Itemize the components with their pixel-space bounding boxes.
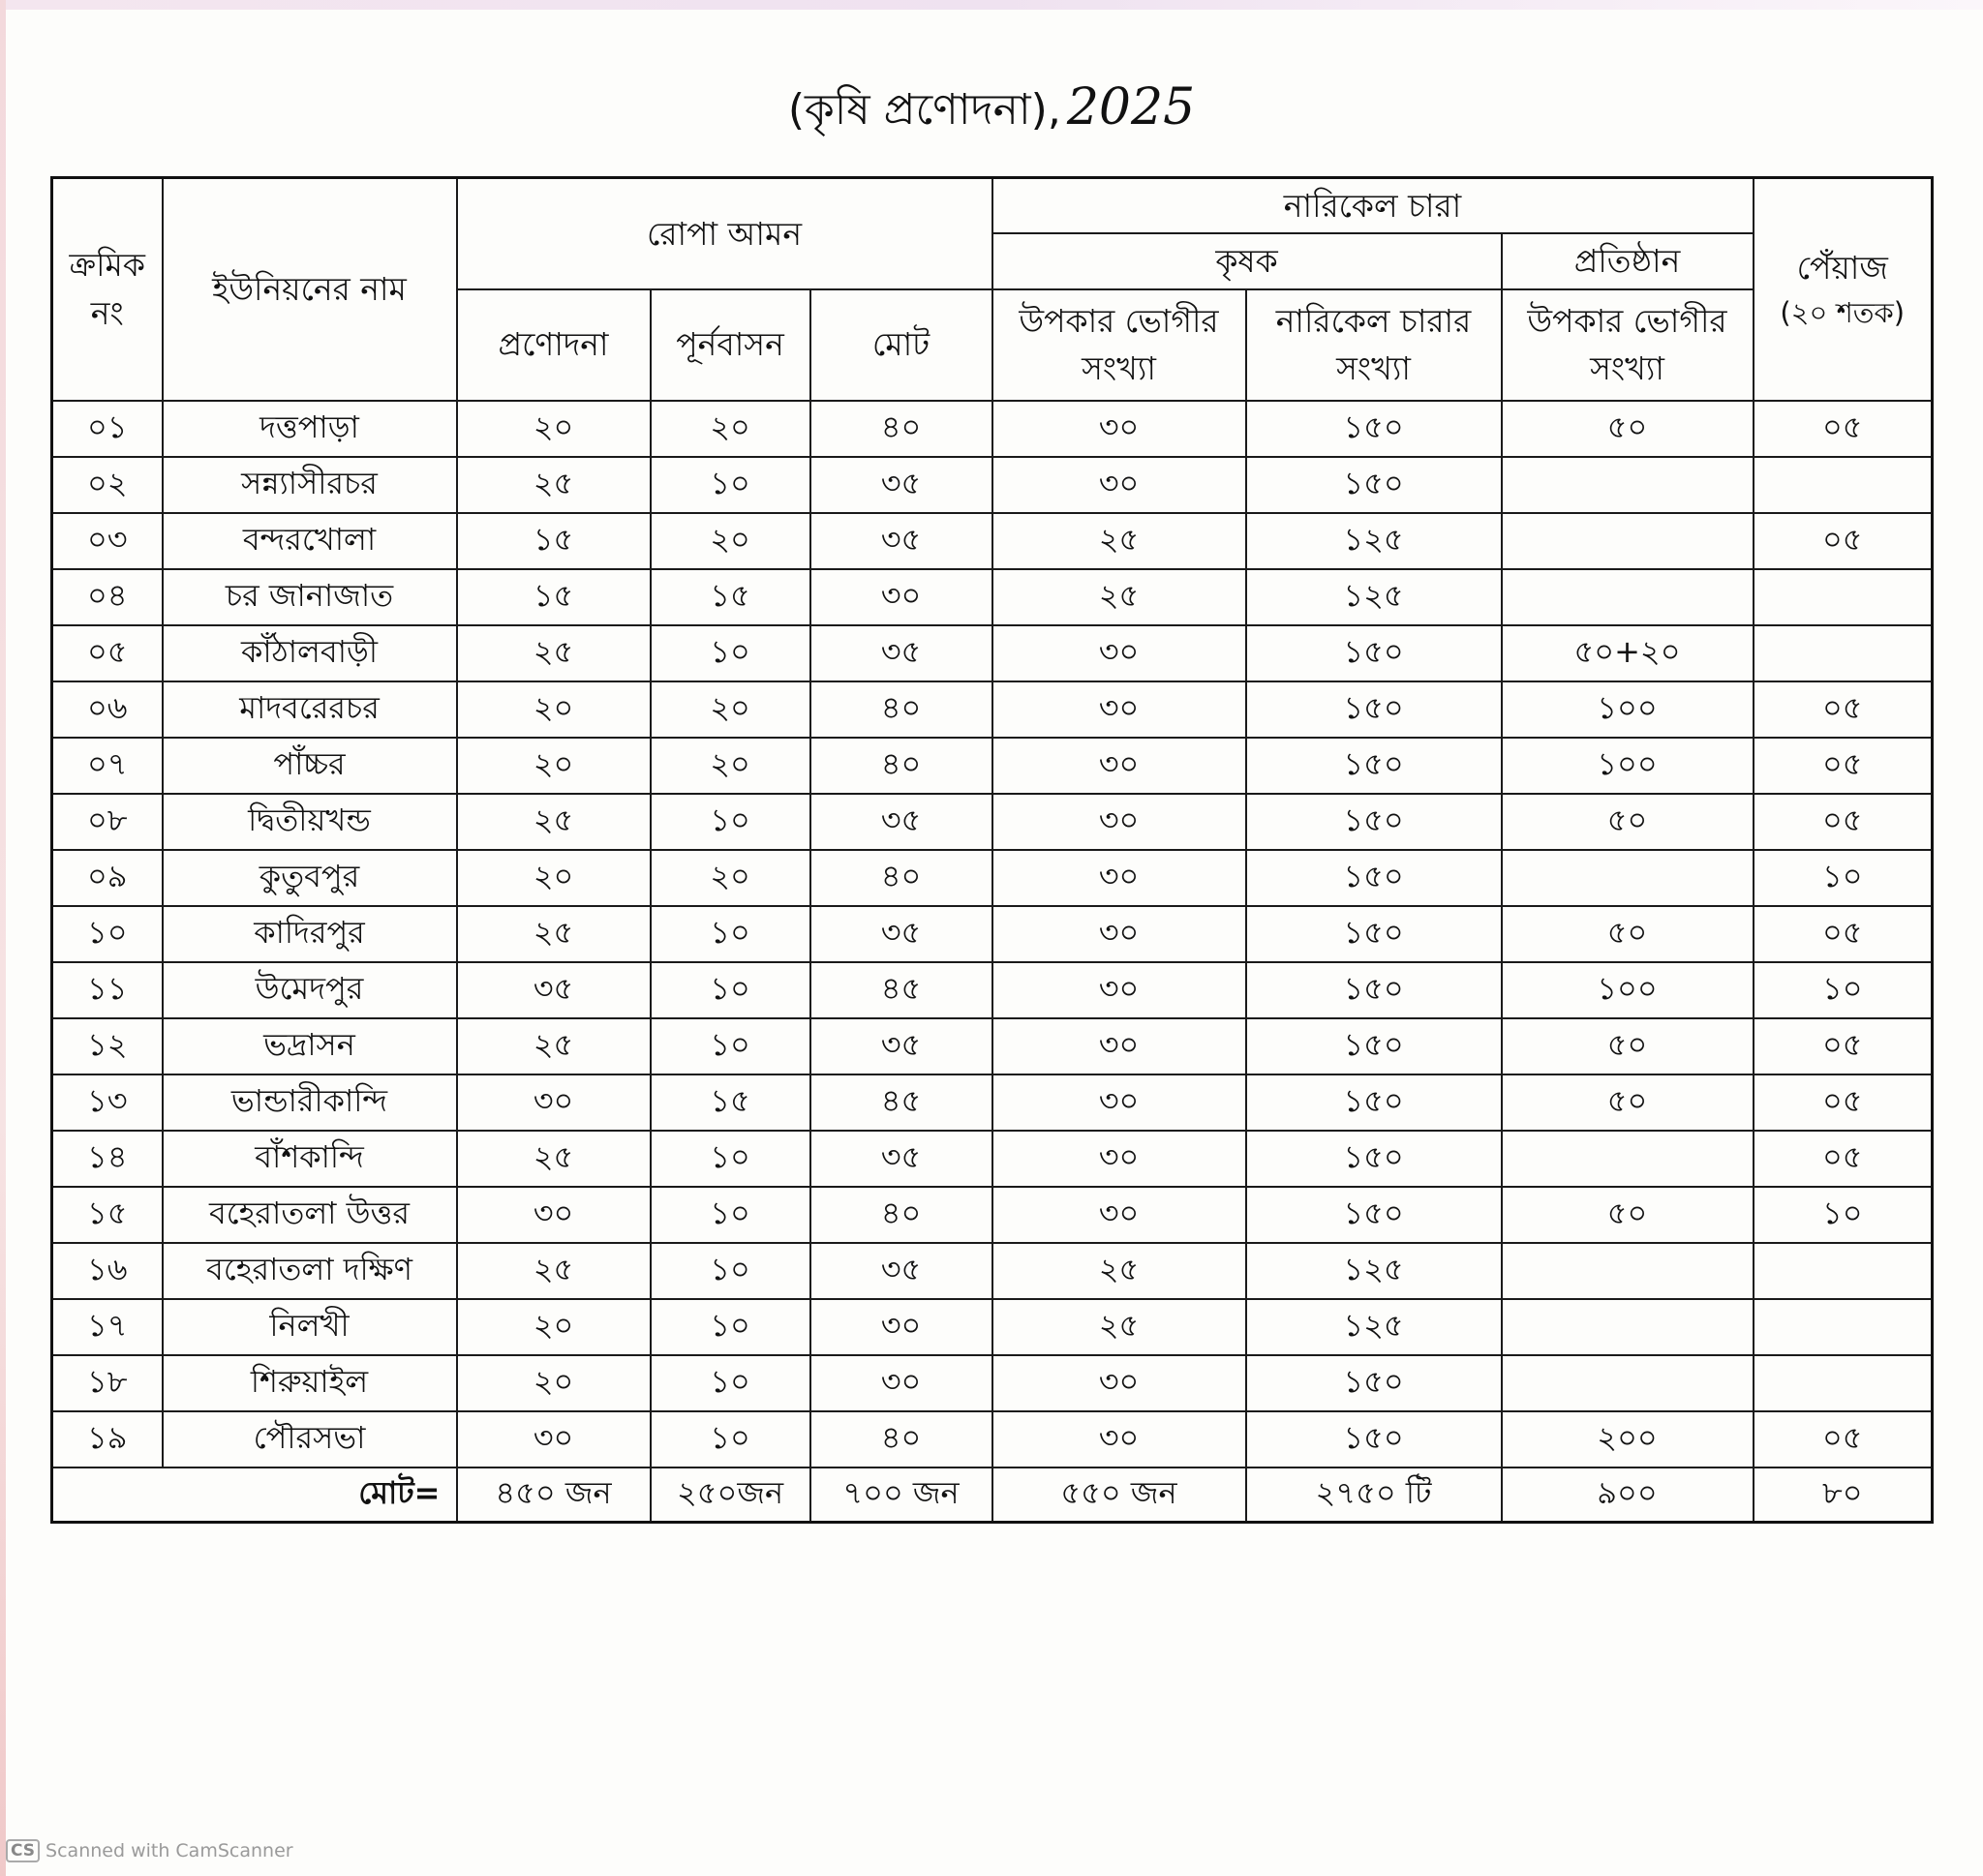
cell-ropa-mot: ৩০ [810, 569, 992, 625]
cell-ropa-pronodona: ২৫ [457, 1018, 651, 1074]
cell-krishok-seedlings: ১৫০ [1246, 1187, 1502, 1243]
header-krishok: কৃষক [992, 233, 1502, 289]
totals-row [52, 1468, 1933, 1523]
peyaj-label: পেঁয়াজ [1796, 249, 1888, 287]
cell-peyaj: ০৫ [1754, 513, 1933, 569]
cell-union-name: ভান্ডারীকান্দি [163, 1074, 457, 1131]
cell-krishok-seedlings: ১৫০ [1246, 401, 1502, 457]
cell-union-name: পৌরসভা [163, 1411, 457, 1468]
cell-protishthan-beneficiaries: ৫০ [1502, 1074, 1754, 1131]
cell-ropa-mot: ৩০ [810, 1299, 992, 1355]
cell-serial: ১৪ [52, 1131, 163, 1187]
cell-serial: ০৫ [52, 625, 163, 681]
cell-protishthan-beneficiaries [1502, 1299, 1754, 1355]
cell-serial: ০৮ [52, 794, 163, 850]
cell-ropa-mot: ৪০ [810, 1187, 992, 1243]
cell-ropa-punorbason: ১০ [651, 625, 810, 681]
total-krishok-seedlings: ২৭৫০ টি [1246, 1468, 1502, 1523]
cell-peyaj [1754, 625, 1933, 681]
cell-ropa-mot: ৪৫ [810, 1074, 992, 1131]
table-row [52, 850, 1933, 906]
cell-union-name: বন্দরখোলা [163, 513, 457, 569]
scan-edge-left [0, 0, 6, 1876]
cell-union-name: বহেরাতলা উত্তর [163, 1187, 457, 1243]
cell-protishthan-beneficiaries: ১০০ [1502, 962, 1754, 1018]
total-protishthan-beneficiaries: ৯০০ [1502, 1468, 1754, 1523]
cell-ropa-pronodona: ২০ [457, 738, 651, 794]
cell-ropa-punorbason: ১০ [651, 457, 810, 513]
cell-serial: ১৩ [52, 1074, 163, 1131]
cell-ropa-pronodona: ২৫ [457, 457, 651, 513]
cell-peyaj [1754, 1355, 1933, 1411]
cell-krishok-beneficiaries: ৩০ [992, 962, 1246, 1018]
cell-krishok-seedlings: ১৫০ [1246, 1074, 1502, 1131]
cell-serial: ১১ [52, 962, 163, 1018]
cell-ropa-pronodona: ২৫ [457, 906, 651, 962]
table-row [52, 962, 1933, 1018]
cell-peyaj: ০৫ [1754, 794, 1933, 850]
cell-ropa-mot: ৩৫ [810, 1018, 992, 1074]
header-krishok-beneficiaries: উপকার ভোগীর সংখ্যা [992, 289, 1246, 401]
cell-krishok-beneficiaries: ৩০ [992, 681, 1246, 738]
header-protishthan: প্রতিষ্ঠান [1502, 233, 1754, 289]
cell-serial: ১৭ [52, 1299, 163, 1355]
table-row [52, 794, 1933, 850]
cell-ropa-mot: ৪০ [810, 401, 992, 457]
header-ropa-mot: মোট [810, 289, 992, 401]
peyaj-unit: (২০ শতক) [1780, 295, 1906, 329]
cell-krishok-beneficiaries: ৩০ [992, 850, 1246, 906]
cell-peyaj [1754, 1299, 1933, 1355]
cell-serial: ০৬ [52, 681, 163, 738]
cell-serial: ১৫ [52, 1187, 163, 1243]
cell-krishok-beneficiaries: ৩০ [992, 1411, 1246, 1468]
cell-union-name: বাঁশকান্দি [163, 1131, 457, 1187]
cell-krishok-seedlings: ১৫০ [1246, 1018, 1502, 1074]
cell-protishthan-beneficiaries: ৫০ [1502, 1018, 1754, 1074]
cell-protishthan-beneficiaries: ৫০ [1502, 906, 1754, 962]
cell-krishok-beneficiaries: ৩০ [992, 401, 1246, 457]
title-text: (কৃষি প্রণোদনা), [787, 85, 1061, 135]
cell-peyaj: ১০ [1754, 962, 1933, 1018]
cell-ropa-mot: ৩৫ [810, 1131, 992, 1187]
cell-krishok-seedlings: ১৫০ [1246, 906, 1502, 962]
cell-protishthan-beneficiaries: ৫০+২০ [1502, 625, 1754, 681]
cell-ropa-punorbason: ১০ [651, 1243, 810, 1299]
cell-ropa-mot: ৩৫ [810, 457, 992, 513]
cell-krishok-seedlings: ১৫০ [1246, 850, 1502, 906]
header-narikel-chara: নারিকেল চারা [992, 178, 1754, 233]
table-row [52, 1411, 1933, 1468]
document-title [0, 77, 1983, 148]
cell-serial: ১৯ [52, 1411, 163, 1468]
cell-ropa-pronodona: ১৫ [457, 513, 651, 569]
cell-protishthan-beneficiaries [1502, 850, 1754, 906]
cell-serial: ১০ [52, 906, 163, 962]
cell-ropa-pronodona: ২০ [457, 1355, 651, 1411]
cell-union-name: ভদ্রাসন [163, 1018, 457, 1074]
cell-ropa-pronodona: ২৫ [457, 1243, 651, 1299]
cell-ropa-punorbason: ২০ [651, 738, 810, 794]
cell-union-name: চর জানাজাত [163, 569, 457, 625]
cell-union-name: শিরুয়াইল [163, 1355, 457, 1411]
cell-ropa-pronodona: ২০ [457, 401, 651, 457]
cell-ropa-pronodona: ৩৫ [457, 962, 651, 1018]
cell-protishthan-beneficiaries [1502, 1355, 1754, 1411]
cell-ropa-punorbason: ২০ [651, 850, 810, 906]
cell-krishok-beneficiaries: ৩০ [992, 1018, 1246, 1074]
cell-serial: ০৭ [52, 738, 163, 794]
cell-krishok-seedlings: ১২৫ [1246, 569, 1502, 625]
table-row [52, 401, 1933, 457]
cell-krishok-beneficiaries: ৩০ [992, 738, 1246, 794]
cell-ropa-mot: ৩৫ [810, 794, 992, 850]
cell-union-name: দ্বিতীয়খন্ড [163, 794, 457, 850]
cell-peyaj [1754, 569, 1933, 625]
cell-krishok-seedlings: ১৫০ [1246, 738, 1502, 794]
cell-ropa-pronodona: ৩০ [457, 1411, 651, 1468]
cell-ropa-pronodona: ১৫ [457, 569, 651, 625]
total-ropa-punorbason: ২৫০জন [651, 1468, 810, 1523]
cell-krishok-beneficiaries: ২৫ [992, 569, 1246, 625]
header-union-name: ইউনিয়নের নাম [163, 178, 457, 401]
cell-krishok-beneficiaries: ২৫ [992, 1299, 1246, 1355]
cell-peyaj: ০৫ [1754, 1131, 1933, 1187]
cell-union-name: উমেদপুর [163, 962, 457, 1018]
cell-krishok-beneficiaries: ২৫ [992, 513, 1246, 569]
cell-union-name: কাদিরপুর [163, 906, 457, 962]
cell-union-name: বহেরাতলা দক্ষিণ [163, 1243, 457, 1299]
cell-ropa-pronodona: ২৫ [457, 1131, 651, 1187]
cell-krishok-seedlings: ১৫০ [1246, 1411, 1502, 1468]
cell-krishok-beneficiaries: ২৫ [992, 1243, 1246, 1299]
table-row [52, 1018, 1933, 1074]
cell-protishthan-beneficiaries [1502, 569, 1754, 625]
cell-peyaj: ০৫ [1754, 738, 1933, 794]
cell-peyaj: ০৫ [1754, 906, 1933, 962]
cell-protishthan-beneficiaries [1502, 1243, 1754, 1299]
cell-ropa-punorbason: ১০ [651, 962, 810, 1018]
table-row [52, 1299, 1933, 1355]
cell-serial: ১৬ [52, 1243, 163, 1299]
table-row [52, 738, 1933, 794]
cell-ropa-pronodona: ৩০ [457, 1187, 651, 1243]
header-ropa-aman: রোপা আমন [457, 178, 992, 289]
watermark-text: Scanned with CamScanner [46, 1840, 293, 1861]
cell-krishok-seedlings: ১৫০ [1246, 457, 1502, 513]
cell-peyaj: ০৫ [1754, 681, 1933, 738]
header-protishthan-beneficiaries: উপকার ভোগীর সংখ্যা [1502, 289, 1754, 401]
camscanner-logo: CS [6, 1839, 40, 1862]
cell-ropa-mot: ৪০ [810, 1411, 992, 1468]
cell-union-name: পাঁচ্চর [163, 738, 457, 794]
cell-union-name: কাঁঠালবাড়ী [163, 625, 457, 681]
cell-protishthan-beneficiaries: ৫০ [1502, 1187, 1754, 1243]
cell-ropa-punorbason: ১০ [651, 1355, 810, 1411]
table-row [52, 625, 1933, 681]
cell-serial: ০৯ [52, 850, 163, 906]
cell-ropa-punorbason: ১০ [651, 1018, 810, 1074]
cell-krishok-seedlings: ১৫০ [1246, 1131, 1502, 1187]
cell-peyaj [1754, 1243, 1933, 1299]
cell-protishthan-beneficiaries [1502, 513, 1754, 569]
cell-protishthan-beneficiaries: ১০০ [1502, 738, 1754, 794]
cell-ropa-pronodona: ২৫ [457, 794, 651, 850]
cell-serial: ০৪ [52, 569, 163, 625]
table-row [52, 1243, 1933, 1299]
cell-krishok-seedlings: ১২৫ [1246, 1243, 1502, 1299]
cell-krishok-beneficiaries: ৩০ [992, 1074, 1246, 1131]
cell-union-name: মাদবরেরচর [163, 681, 457, 738]
cell-protishthan-beneficiaries [1502, 1131, 1754, 1187]
cell-ropa-mot: ৪৫ [810, 962, 992, 1018]
agri-incentive-table [50, 176, 1934, 1524]
cell-ropa-mot: ৩৫ [810, 906, 992, 962]
cell-ropa-mot: ৩৫ [810, 1243, 992, 1299]
cell-serial: ০২ [52, 457, 163, 513]
scanner-watermark [6, 1839, 293, 1862]
cell-krishok-beneficiaries: ৩০ [992, 457, 1246, 513]
cell-union-name: দত্তপাড়া [163, 401, 457, 457]
cell-krishok-seedlings: ১৫০ [1246, 962, 1502, 1018]
cell-krishok-seedlings: ১২৫ [1246, 1299, 1502, 1355]
cell-ropa-pronodona: ২০ [457, 1299, 651, 1355]
cell-union-name: নিলখী [163, 1299, 457, 1355]
cell-ropa-punorbason: ১০ [651, 1299, 810, 1355]
table-row [52, 681, 1933, 738]
cell-krishok-beneficiaries: ৩০ [992, 1131, 1246, 1187]
cell-protishthan-beneficiaries: ২০০ [1502, 1411, 1754, 1468]
cell-ropa-pronodona: ২৫ [457, 625, 651, 681]
table-row [52, 1074, 1933, 1131]
total-peyaj: ৮০ [1754, 1468, 1933, 1523]
header-ropa-punorbason: পূর্নবাসন [651, 289, 810, 401]
cell-peyaj [1754, 457, 1933, 513]
scan-edge-top [0, 0, 1983, 10]
cell-serial: ০১ [52, 401, 163, 457]
header-krishok-seedlings: নারিকেল চারার সংখ্যা [1246, 289, 1502, 401]
table-body [52, 401, 1933, 1468]
table-row [52, 1187, 1933, 1243]
total-krishok-beneficiaries: ৫৫০ জন [992, 1468, 1246, 1523]
cell-ropa-mot: ৩৫ [810, 625, 992, 681]
cell-protishthan-beneficiaries [1502, 457, 1754, 513]
cell-peyaj: ০৫ [1754, 1074, 1933, 1131]
cell-ropa-mot: ৩০ [810, 1355, 992, 1411]
table-row [52, 513, 1933, 569]
cell-ropa-mot: ৪০ [810, 681, 992, 738]
cell-protishthan-beneficiaries: ৫০ [1502, 401, 1754, 457]
cell-ropa-punorbason: ১০ [651, 1131, 810, 1187]
cell-ropa-punorbason: ১৫ [651, 569, 810, 625]
cell-peyaj: ০৫ [1754, 1411, 1933, 1468]
cell-ropa-pronodona: ২০ [457, 850, 651, 906]
cell-serial: ০৩ [52, 513, 163, 569]
cell-krishok-seedlings: ১৫০ [1246, 681, 1502, 738]
table-row [52, 457, 1933, 513]
totals-label: মোট= [52, 1468, 457, 1523]
cell-ropa-mot: ৪০ [810, 850, 992, 906]
cell-ropa-punorbason: ১৫ [651, 1074, 810, 1131]
table-row [52, 906, 1933, 962]
cell-krishok-seedlings: ১২৫ [1246, 513, 1502, 569]
header-ropa-pronodona: প্রণোদনা [457, 289, 651, 401]
header-serial: ক্রমিক নং [52, 178, 163, 401]
cell-ropa-punorbason: ২০ [651, 681, 810, 738]
cell-protishthan-beneficiaries: ১০০ [1502, 681, 1754, 738]
cell-krishok-beneficiaries: ৩০ [992, 1355, 1246, 1411]
cell-union-name: সন্ন্যাসীরচর [163, 457, 457, 513]
cell-ropa-punorbason: ১০ [651, 794, 810, 850]
cell-krishok-beneficiaries: ৩০ [992, 794, 1246, 850]
cell-ropa-pronodona: ৩০ [457, 1074, 651, 1131]
total-ropa-pronodona: ৪৫০ জন [457, 1468, 651, 1523]
cell-krishok-seedlings: ১৫০ [1246, 794, 1502, 850]
cell-krishok-seedlings: ১৫০ [1246, 625, 1502, 681]
cell-serial: ১৮ [52, 1355, 163, 1411]
cell-krishok-beneficiaries: ৩০ [992, 1187, 1246, 1243]
cell-ropa-punorbason: ১০ [651, 1411, 810, 1468]
cell-ropa-punorbason: ২০ [651, 513, 810, 569]
cell-krishok-beneficiaries: ৩০ [992, 906, 1246, 962]
total-ropa-mot: ৭০০ জন [810, 1468, 992, 1523]
title-year: 2025 [1066, 78, 1196, 136]
table-row [52, 1131, 1933, 1187]
cell-union-name: কুতুবপুর [163, 850, 457, 906]
cell-ropa-pronodona: ২০ [457, 681, 651, 738]
cell-peyaj: ০৫ [1754, 401, 1933, 457]
table-row [52, 1355, 1933, 1411]
cell-krishok-beneficiaries: ৩০ [992, 625, 1246, 681]
cell-peyaj: ১০ [1754, 850, 1933, 906]
cell-serial: ১২ [52, 1018, 163, 1074]
cell-peyaj: ০৫ [1754, 1018, 1933, 1074]
cell-peyaj: ১০ [1754, 1187, 1933, 1243]
cell-ropa-punorbason: ১০ [651, 1187, 810, 1243]
header-peyaj [1754, 178, 1933, 401]
cell-ropa-punorbason: ১০ [651, 906, 810, 962]
cell-protishthan-beneficiaries: ৫০ [1502, 794, 1754, 850]
cell-ropa-punorbason: ২০ [651, 401, 810, 457]
cell-ropa-mot: ৩৫ [810, 513, 992, 569]
table-row [52, 569, 1933, 625]
cell-ropa-mot: ৪০ [810, 738, 992, 794]
cell-krishok-seedlings: ১৫০ [1246, 1355, 1502, 1411]
